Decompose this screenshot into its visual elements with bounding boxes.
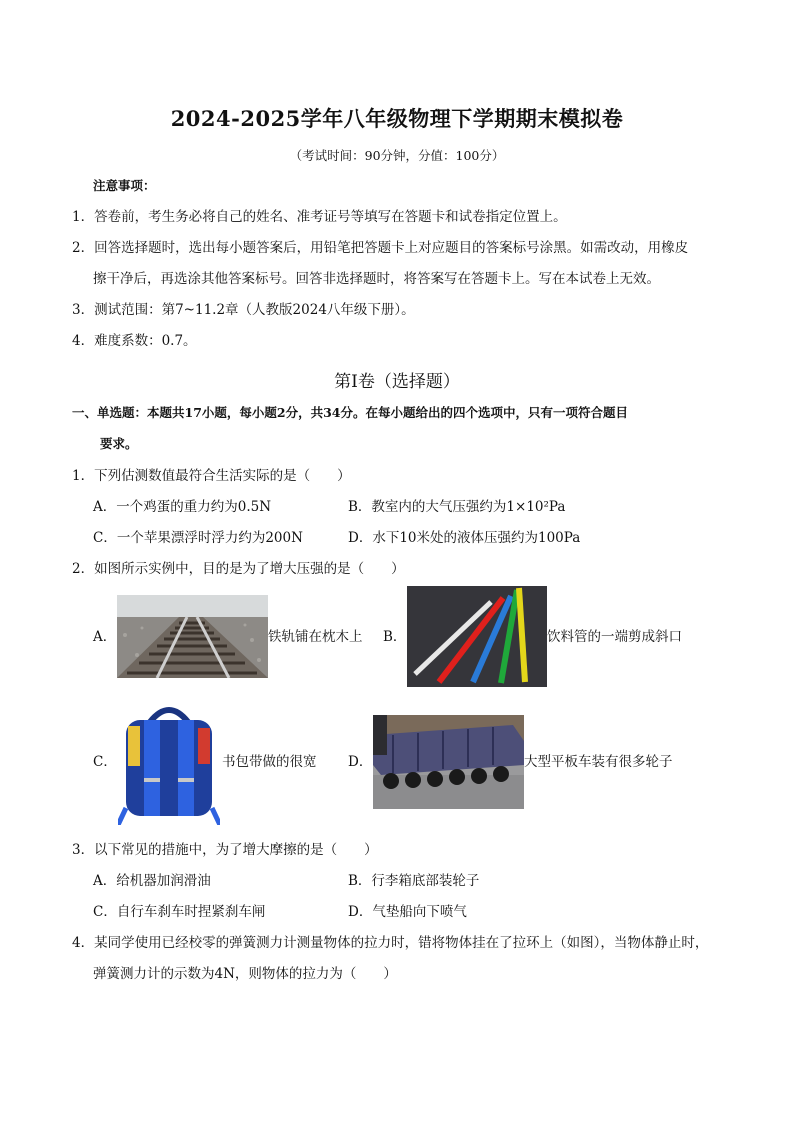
- note-item: 2．回答选择题时，选出每小题答案后，用铅笔把答题卡上对应题目的答案标号涂黑。如需改动，用橡皮: [72, 240, 689, 256]
- backpack-image: [118, 698, 220, 825]
- note-item-continued: 擦干净后，再选涂其他答案标号。回答非选择题时，将答案写在答题卡上。写在本试卷上无效。: [93, 271, 660, 287]
- flatbed-truck-image: [373, 715, 524, 809]
- page-title: 2024-2025学年八年级物理下学期期末模拟卷: [170, 106, 624, 131]
- note-item: 3．测试范围：第7~11.2章（人教版2024八年级下册）。: [72, 302, 415, 318]
- note-item: 1．答卷前，考生务必将自己的姓名、准考证号等填写在答题卡和试卷指定位置上。: [72, 209, 567, 225]
- option-b: B．行李箱底部装轮子: [348, 873, 480, 889]
- notes-heading: 注意事项：: [93, 178, 156, 193]
- option-d-letter: D．: [348, 754, 373, 770]
- option-d: D．水下10米处的液体压强约为100Pa: [348, 530, 581, 546]
- option-d-text: 大型平板车装有很多轮子: [524, 754, 673, 770]
- option-a: A．给机器加润滑油: [93, 873, 211, 889]
- section-heading: 一、单选题：本题共17小题，每小题2分，共34分。在每小题给出的四个选项中，只有一项符合题目: [72, 405, 628, 420]
- question-stem: 1．下列估测数值最符合生活实际的是（ ）: [72, 468, 351, 484]
- option-c: C．自行车刹车时捏紧刹车闸: [93, 904, 266, 920]
- section-heading-continued: 要求。: [100, 436, 138, 451]
- option-c: C．一个苹果漂浮时浮力约为200N: [93, 530, 303, 546]
- option-a: A．一个鸡蛋的重力约为0.5N: [93, 499, 272, 515]
- note-item: 4．难度系数：0.7。: [72, 333, 197, 349]
- option-c-text: 书包带做的很宽: [222, 754, 317, 770]
- railway-track-image: [117, 595, 268, 678]
- option-d: D．气垫船向下喷气: [348, 904, 467, 920]
- question-stem-continued: 弹簧测力计的示数为4N，则物体的拉力为（ ）: [93, 966, 397, 982]
- option-a-text: 铁轨铺在枕木上: [268, 629, 363, 645]
- option-b: B．教室内的大气压强约为1×10²Pa: [348, 499, 566, 515]
- question-stem: 2．如图所示实例中，目的是为了增大压强的是（ ）: [72, 561, 405, 577]
- option-b-letter: B．: [383, 629, 407, 645]
- exam-info: （考试时间：90分钟，分值：100分）: [289, 148, 505, 163]
- section-title: 第Ⅰ卷（选择题）: [334, 372, 460, 392]
- option-b-text: 饮料管的一端剪成斜口: [547, 629, 682, 645]
- question-stem: 3．以下常见的措施中，为了增大摩擦的是（ ）: [72, 842, 378, 858]
- option-a-letter: A．: [93, 629, 117, 645]
- option-c-letter: C．: [93, 754, 117, 770]
- question-stem: 4．某同学使用已经校零的弹簧测力计测量物体的拉力时，错将物体挂在了拉环上（如图），当物体静止时，: [72, 935, 709, 951]
- drinking-straws-image: [407, 586, 547, 687]
